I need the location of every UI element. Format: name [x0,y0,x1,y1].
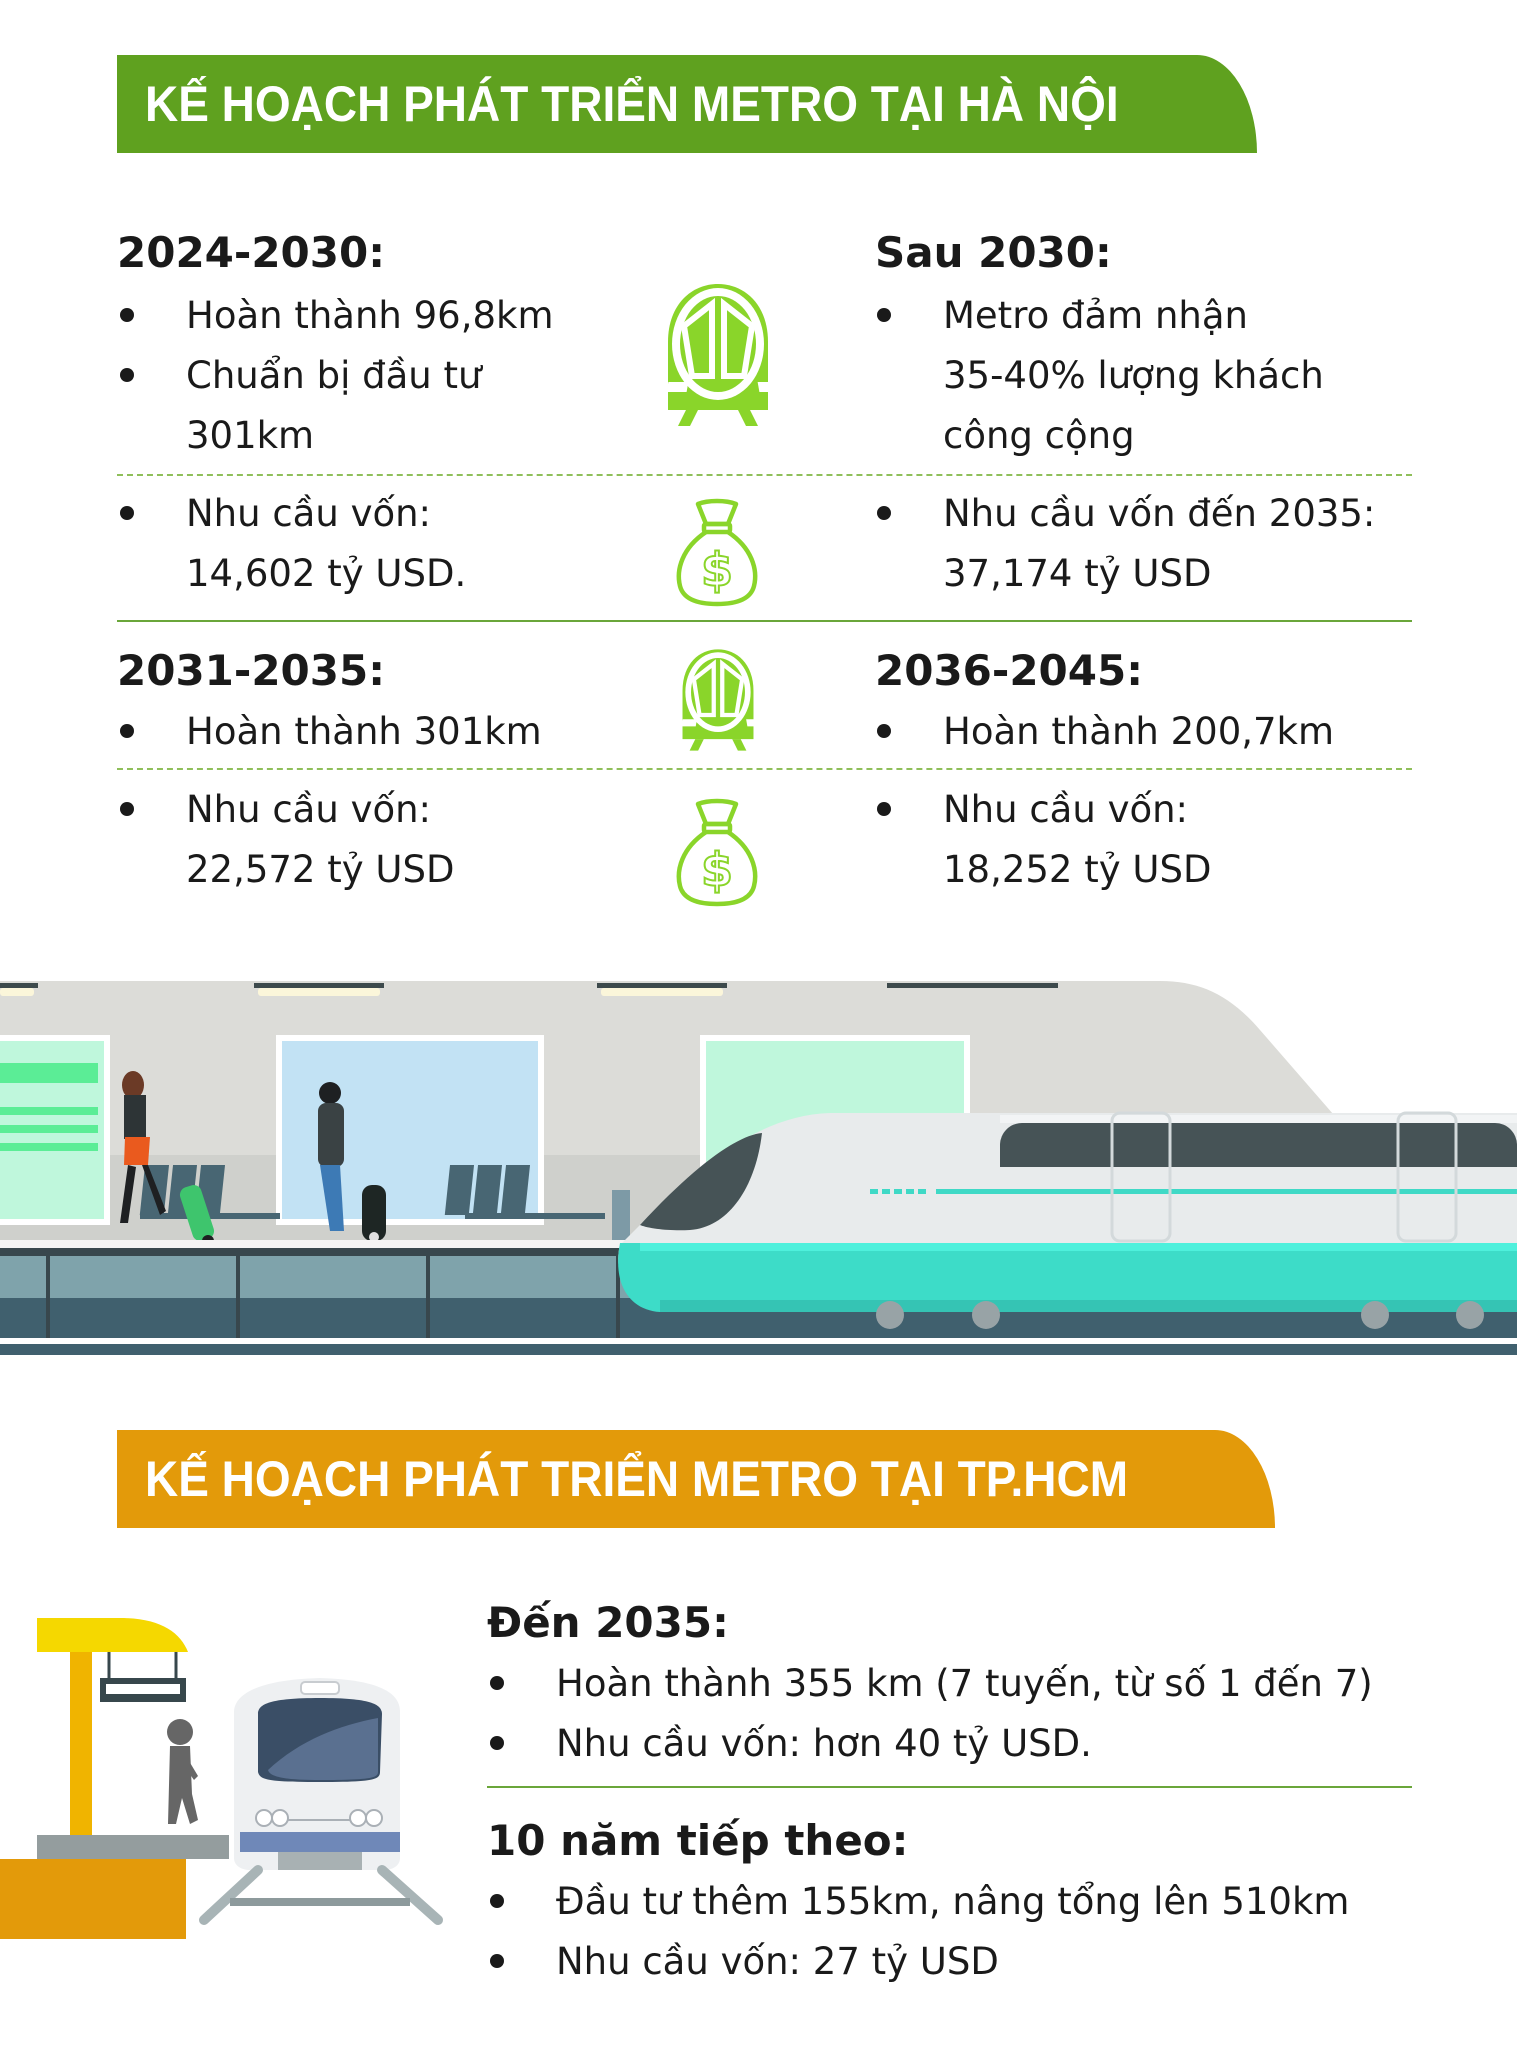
bullet-icon [120,802,134,816]
bullet-icon [490,1676,504,1690]
period-heading-2036-2045: 2036-2045: [875,646,1144,695]
high-speed-train-station-illustration [0,975,1517,1355]
bullet-icon [120,368,134,382]
bullet-icon [120,724,134,738]
section-divider [487,1786,1412,1788]
svg-text:$: $ [700,843,734,897]
hcm-heading-to-2035: Đến 2035: [487,1598,729,1647]
bullet-icon [120,506,134,520]
period-heading-2031-2035: 2031-2035: [117,646,386,695]
period-heading-after-2030: Sau 2030: [875,228,1112,277]
period-heading-2024-2030: 2024-2030: [117,228,386,277]
section-divider [117,620,1412,622]
dashed-divider [117,474,1412,476]
money-bag-icon [674,498,760,608]
bullet-icon [877,308,891,322]
svg-text:$: $ [700,543,734,597]
bullet-icon [877,802,891,816]
metro-train-icon [674,648,762,752]
metro-platform-illustration [0,1580,470,1960]
bullet-icon [490,1736,504,1750]
hcm-section-banner [117,1430,1275,1528]
hanoi-section-title: KẾ HOẠCH PHÁT TRIỂN METRO TẠI HÀ NỘI [145,76,1119,132]
money-bag-icon [674,798,760,908]
hcm-heading-next-10-years: 10 năm tiếp theo: [487,1816,909,1865]
bullet-icon [120,308,134,322]
metro-train-icon [656,282,780,428]
bullet-icon [490,1954,504,1968]
bullet-icon [877,724,891,738]
hcm-section-title: KẾ HOẠCH PHÁT TRIỂN METRO TẠI TP.HCM [145,1451,1129,1507]
bullet-icon [490,1894,504,1908]
bullet-icon [877,506,891,520]
dashed-divider [117,768,1412,770]
hanoi-section-banner [117,55,1257,153]
